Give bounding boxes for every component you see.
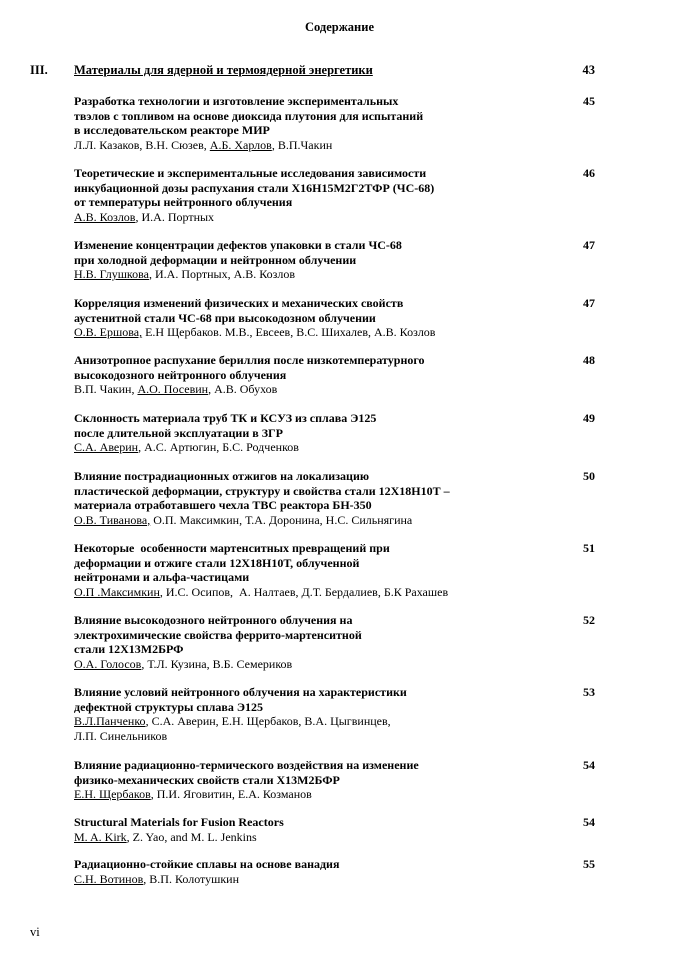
author-text: , И.С. Осипов, А. Налтаев, Д.Т. Бердалиев, Б.К Рахашев xyxy=(159,584,449,599)
entry-page: 54 xyxy=(583,815,595,829)
page-title: Содержание xyxy=(304,20,374,34)
entry-title-line: Анизотропное распухание бериллия после низкотемпературного xyxy=(74,353,425,367)
entry-page: 54 xyxy=(583,758,595,772)
entry-title-line: деформации и отжиге стали 12Х18Н10Т, облученной xyxy=(74,555,360,570)
entry-title-line: Влияние высокодозного нейтронного облучения на xyxy=(74,613,353,627)
toc-entry xyxy=(74,613,595,671)
entry-title-line: Корреляция изменений физических и механических свойств xyxy=(74,296,404,310)
author-text: , В.П.Чакин xyxy=(271,137,333,152)
section-page: 43 xyxy=(582,63,595,77)
entry-title-line: Влияние пострадиационных отжигов на локализацию xyxy=(74,469,370,483)
entry-title-line: материала отработавшего чехла ТВС реактора БН-350 xyxy=(74,498,372,512)
entry-authors xyxy=(74,267,595,282)
toc-entry xyxy=(74,758,595,802)
toc-entry xyxy=(74,541,595,599)
entry-title-line: пластической деформации, структуру и свойства стали 12Х18Н10Т – xyxy=(74,483,450,498)
entry-authors xyxy=(74,210,595,225)
entry-authors xyxy=(74,513,595,528)
presenting-author: С.Н. Вотинов xyxy=(74,871,144,886)
toc-entry xyxy=(74,857,595,886)
presenting-author: Е.Н. Щербаков xyxy=(74,787,151,801)
entry-authors xyxy=(74,382,595,397)
entry-authors xyxy=(74,657,595,672)
presenting-author: А.Б. Харлов xyxy=(209,137,272,152)
entry-title-line: аустенитной стали ЧС-68 при высокодозном облучении xyxy=(74,310,376,325)
entry-title-line: Влияние радиационно-термического воздействия на изменение xyxy=(74,758,419,772)
entry-page: 47 xyxy=(583,296,595,310)
section-number: III. xyxy=(30,63,48,77)
entry-authors xyxy=(74,440,595,455)
entry-page: 53 xyxy=(583,685,595,699)
entry-page: 52 xyxy=(583,613,595,627)
entry-title-line: Радиационно-стойкие сплавы на основе ванадия xyxy=(74,857,340,871)
entry-title-line: Некоторые особенности мартенситных превращений при xyxy=(74,541,390,555)
presenting-author: О.В. Ершова, xyxy=(74,325,143,339)
entry-title-line: твэлов с топливом на основе диоксида плутония для испытаний xyxy=(74,108,424,123)
entry-authors xyxy=(74,138,595,153)
entry-title-line: Склонность материала труб ТК и КСУЗ из сплава Э125 xyxy=(74,411,377,425)
author-text: , А.С. Артюгин, Б.С. Родченков xyxy=(138,440,299,454)
toc-entry xyxy=(74,815,595,844)
entry-title-line: Теоретические и экспериментальные исследования зависимости xyxy=(74,166,427,180)
entry-title-line: при холодной деформации и нейтронном облучении xyxy=(74,252,357,267)
toc-entry xyxy=(74,411,595,455)
entry-authors xyxy=(74,830,595,845)
entry-title-line: нейтронами и альфа-частицами xyxy=(74,570,250,584)
entry-authors xyxy=(74,872,595,887)
author-text: В.П. Чакин, xyxy=(74,382,138,396)
entry-page: 51 xyxy=(583,541,595,555)
entry-title-line: Изменение концентрации дефектов упаковки в стали ЧС-68 xyxy=(74,238,402,252)
entry-authors xyxy=(74,585,595,600)
presenting-author: О.В. Тиванова, xyxy=(74,512,151,527)
entry-title-line: в исследовательском реакторе МИР xyxy=(74,123,270,137)
author-text: , Т.Л. Кузина, В.Б. Семериков xyxy=(141,656,293,671)
author-text: , П.И. Яговитин, Е.А. Козманов xyxy=(150,787,312,801)
presenting-author: В.Л.Панченко xyxy=(74,714,146,728)
entry-title-line: электрохимические свойства феррито-мартенситной xyxy=(74,627,362,642)
entry-page: 45 xyxy=(583,94,595,108)
entry-title-line: высокодозного нейтронного облучения xyxy=(74,367,287,382)
entry-page: 49 xyxy=(583,411,595,425)
entry-page: 46 xyxy=(583,166,595,180)
entry-page: 48 xyxy=(583,353,595,367)
toc-entry xyxy=(74,94,595,152)
toc-entry xyxy=(74,469,595,527)
author-text: Л.Л. Казаков, В.Н. Сюзев, xyxy=(74,137,210,152)
entry-title-line: Structural Materials for Fusion Reactors xyxy=(74,815,284,829)
entry-title-line: стали 12Х13М2БРФ xyxy=(74,642,184,656)
presenting-author: О.А. Голосов xyxy=(74,656,142,671)
presenting-author: О.П .Максимкин xyxy=(74,584,160,599)
presenting-author: А.В. Козлов xyxy=(74,209,136,224)
presenting-author: Н.В. Глушкова xyxy=(74,267,149,281)
toc-entry xyxy=(74,353,595,397)
entry-title-line: от температуры нейтронного облучения xyxy=(74,195,293,209)
entry-page: 50 xyxy=(583,469,595,483)
entry-title-line: инкубационной дозы распухания стали Х16Н15М2Г2ТФР (ЧС-68) xyxy=(74,180,435,195)
entry-title-line: после длительной эксплуатации в ЗГР xyxy=(74,425,284,440)
presenting-author: А.О. Посевин xyxy=(137,382,209,396)
author-text: , Z. Yao, and M. L. Jenkins xyxy=(126,829,257,844)
presenting-author: С.А. Аверин xyxy=(74,440,139,454)
toc-entry xyxy=(74,238,595,282)
author-text: Е.Н Щербаков. М.В., Евсеев, В.С. Шихалев, А.В. Козлов xyxy=(142,325,436,339)
section-heading xyxy=(30,63,595,81)
entry-title-line: физико-механических свойств стали Х13М2БФР xyxy=(74,772,340,787)
author-text: , С.А. Аверин, Е.Н. Щербаков, В.А. Цыгвинцев, xyxy=(145,714,391,728)
author-text: , И.А. Портных xyxy=(135,209,215,224)
entry-page: 55 xyxy=(583,857,595,871)
entry-authors xyxy=(74,714,595,729)
entry-authors xyxy=(74,787,595,802)
author-text: , В.П. Колотушкин xyxy=(143,871,240,886)
author-text: , А.В. Обухов xyxy=(208,382,278,396)
toc-entry xyxy=(74,296,595,340)
entry-title-line: Разработка технологии и изготовление экспериментальных xyxy=(74,94,399,108)
entry-title-line: Влияние условий нейтронного облучения на характеристики xyxy=(74,685,407,699)
toc-entry xyxy=(74,166,595,224)
entry-title-line: дефектной структуры сплава Э125 xyxy=(74,699,263,714)
section-title: Материалы для ядерной и термоядерной энергетики xyxy=(74,63,373,77)
page-number: vi xyxy=(30,925,40,939)
entry-authors-continued: Л.П. Синельников xyxy=(74,728,168,743)
author-text: , И.А. Портных, А.В. Козлов xyxy=(149,267,296,281)
author-text: О.П. Максимкин, Т.А. Доронина, Н.С. Сильнягина xyxy=(150,512,413,527)
presenting-author: M. A. Kirk xyxy=(74,829,127,844)
entry-page: 47 xyxy=(583,238,595,252)
entry-authors xyxy=(74,325,595,340)
toc-entry xyxy=(74,685,595,743)
